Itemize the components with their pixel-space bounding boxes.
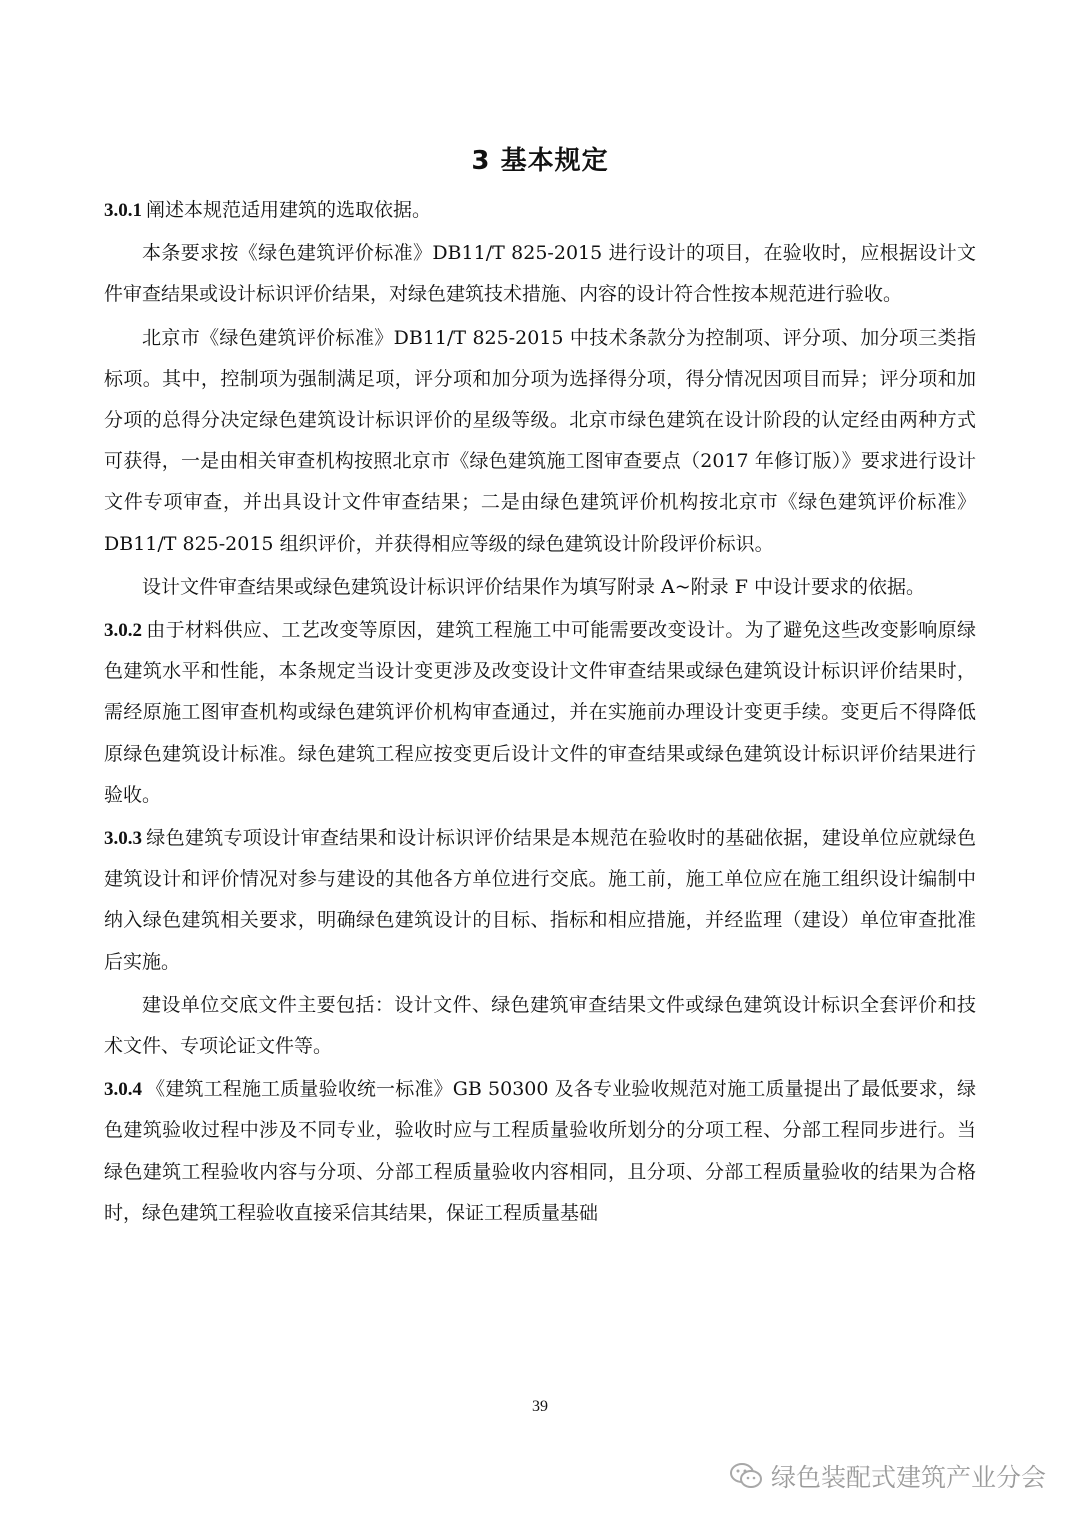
paragraph-3-0-3 xyxy=(104,818,976,983)
paragraph-3-0-1 xyxy=(104,190,976,231)
paragraph xyxy=(104,233,976,315)
paragraph-text: 北京市《绿色建筑评价标准》DB11/T 825-2015 中技术条款分为控制项、评分项、加分项三类指标项。其中，控制项为强制满足项，评分项和加分项为选择得分项，得分情况因项目而异；评分项和加分项的总得分决定绿色建筑设计标识评价的星级等级。北京市绿色建筑在设计阶段的认定经由两种方式可获得，一是由相关审查机构按照北京市《绿色建筑施工图审查要点（2017 年修订版）》要求进行设计文件专项审查，并出具设计文件审查结果；二是由绿色建筑评价机构按北京市《绿色建筑评价标准》DB11/T 825-2015 组织评价，并获得相应等级的绿色建筑设计阶段评价标识。 xyxy=(104,326,976,555)
paragraph-text: 阐述本规范适用建筑的选取依据。 xyxy=(146,199,432,221)
paragraph-text: 由于材料供应、工艺改变等原因，建筑工程施工中可能需要改变设计。为了避免这些改变影响原绿色建筑水平和性能，本条规定当设计变更涉及改变设计文件审查结果或绿色建筑设计标识评价结果时，需经原施工图审查机构或绿色建筑评价机构审查通过，并在实施前办理设计变更手续。变更后不得降低原绿色建筑设计标准。绿色建筑工程应按变更后设计文件的审查结果或绿色建筑设计标识评价结果进行验收。 xyxy=(104,619,976,806)
paragraph-3-0-2 xyxy=(104,610,976,816)
paragraph xyxy=(104,985,976,1067)
paragraph-text: 设计文件审查结果或绿色建筑设计标识评价结果作为填写附录 A~附录 F 中设计要求的依据。 xyxy=(142,575,925,598)
paragraph-3-0-4 xyxy=(104,1069,976,1234)
document-body xyxy=(104,190,976,1236)
clause-number: 3.0.4 xyxy=(104,1079,142,1101)
paragraph-text: 本条要求按《绿色建筑评价标准》DB11/T 825-2015 进行设计的项目，在验收时，应根据设计文件审查结果或设计标识评价结果，对绿色建筑技术措施、内容的设计符合性按本规范进行验收。 xyxy=(104,242,976,306)
watermark xyxy=(729,1458,1046,1494)
paragraph-text: 《建筑工程施工质量验收统一标准》GB 50300 及各专业验收规范对施工质量提出了最低要求，绿色建筑验收过程中涉及不同专业，验收时应与工程质量验收所划分的分项工程、分部工程同步进行。当绿色建筑工程验收内容与分项、分部工程质量验收内容相同，且分项、分部工程质量验收的结果为合格时，绿色建筑工程验收直接采信其结果，保证工程质量基础 xyxy=(104,1078,976,1224)
clause-number: 3.0.2 xyxy=(104,620,142,642)
paragraph xyxy=(104,567,976,608)
watermark-text: 绿色装配式建筑产业分会 xyxy=(770,1463,1046,1492)
page-number: 39 xyxy=(532,1398,548,1415)
paragraph xyxy=(104,318,976,565)
paragraph-text: 绿色建筑专项设计审查结果和设计标识评价结果是本规范在验收时的基础依据，建设单位应就绿色建筑设计和评价情况对参与建设的其他各方单位进行交底。施工前，施工单位应在施工组织设计编制中纳入绿色建筑相关要求，明确绿色建筑设计的目标、指标和相应措施，并经监理（建设）单位审查批准后实施。 xyxy=(104,827,976,973)
wechat-icon xyxy=(729,1462,763,1490)
clause-number: 3.0.1 xyxy=(104,200,142,221)
paragraph-text: 建设单位交底文件主要包括：设计文件、绿色建筑审查结果文件或绿色建筑设计标识全套评价和技术文件、专项论证文件等。 xyxy=(104,993,976,1058)
section-title: 3 基本规定 xyxy=(471,146,609,176)
clause-number: 3.0.3 xyxy=(104,828,142,850)
